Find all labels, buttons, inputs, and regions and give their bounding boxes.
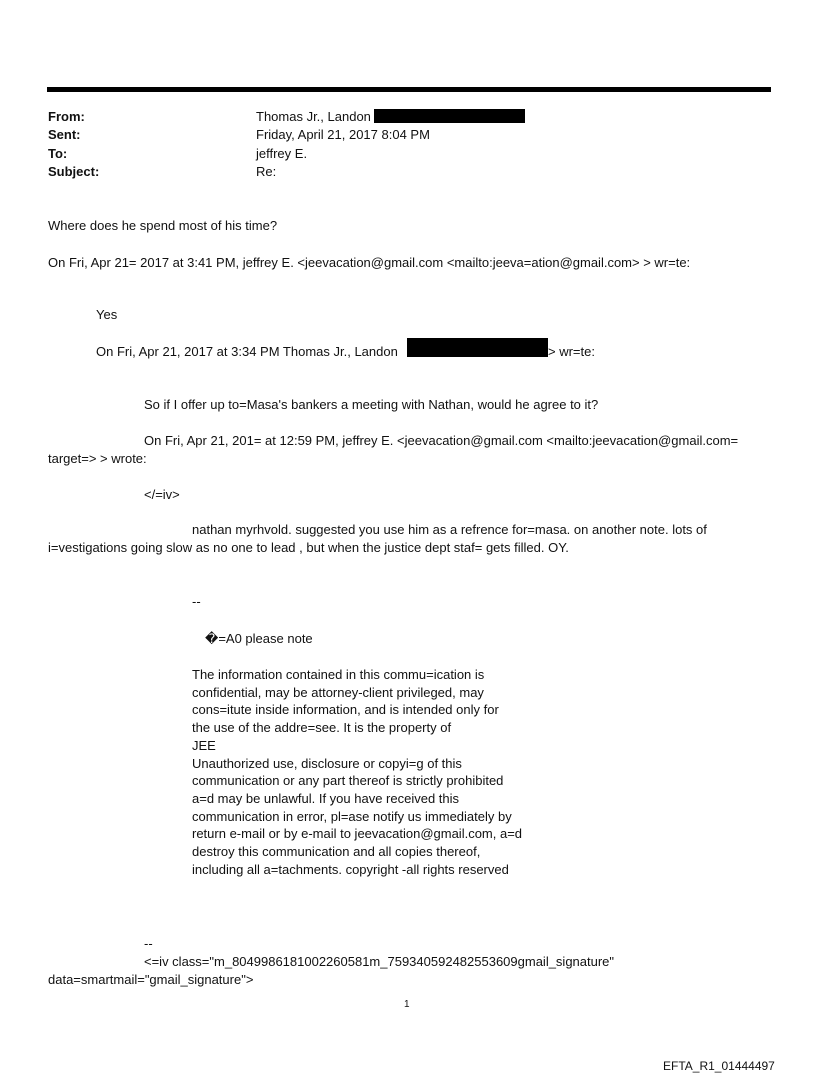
body-line-nathan-b: i=vestigations going slow as no one to lead , but when the justice dept staf= gets filled. OY. [48, 540, 569, 555]
to-label: To: [48, 146, 68, 161]
disclaimer-line: The information contained in this commu=ication is [192, 667, 485, 682]
disclaimer-block [192, 666, 522, 878]
body-line-quote-header-3a: On Fri, Apr 21, 201= at 12:59 PM, jeffrey E. <jeevacation@gmail.com <mailto:jeevacation@gmail.com= [144, 433, 739, 448]
body-line-yes: Yes [96, 307, 118, 322]
quote-header-2-prefix: On Fri, Apr 21, 2017 at 3:34 PM Thomas Jr., Landon [96, 344, 398, 359]
signature-dashes: -- [192, 594, 201, 609]
signature-dashes-2: -- [144, 936, 153, 951]
body-line-nathan-a: nathan myrhvold. suggested you use him as a refrence for=masa. on another note. lots of [192, 522, 707, 537]
body-line-quote-header-1: On Fri, Apr 21= 2017 at 3:41 PM, jeffrey E. <jeevacation@gmail.com <mailto:jeeva=ation@gmail.com> > wr=te: [48, 255, 691, 270]
to-value: jeffrey E. [256, 146, 308, 161]
disclaimer-line: return e-mail or by e-mail to jeevacation@gmail.com, a=d [192, 826, 523, 842]
subject-value: Re: [256, 164, 277, 179]
please-note-line: �=A0 please note [205, 631, 313, 646]
redaction-box-2 [407, 338, 548, 357]
body-line-offer: So if I offer up to=Masa's bankers a meeting with Nathan, would he agree to it? [144, 397, 599, 412]
sent-value: Friday, April 21, 2017 8:04 PM [256, 127, 430, 142]
from-label: From: [48, 109, 85, 124]
disclaimer-line: JEE [192, 737, 216, 753]
disclaimer-line: a=d may be unlawful. If you have received this [192, 790, 460, 806]
page-number: 1 [404, 999, 410, 1010]
disclaimer-line: communication or any part thereof is strictly prohibited [192, 773, 504, 789]
disclaimer-line: confidential, may be attorney-client privileged, may [192, 684, 484, 700]
disclaimer-line: cons=itute inside information, and is intended only for [192, 702, 499, 718]
signature-div-b: data=smartmail="gmail_signature"> [48, 972, 254, 987]
redaction-box [374, 109, 525, 123]
disclaimer-line: Unauthorized use, disclosure or copyi=g of this [192, 755, 462, 771]
sent-label: Sent: [48, 127, 81, 142]
body-line-question: Where does he spend most of his time? [48, 218, 278, 233]
disclaimer-line: communication in error, pl=ase notify us immediately by [192, 808, 512, 824]
body-line-div-close: </=iv> [144, 487, 180, 502]
subject-label: Subject: [48, 164, 100, 179]
document-id: EFTA_R1_01444497 [663, 1059, 775, 1073]
quote-header-2-suffix: > wr=te: [548, 344, 595, 359]
body-line-quote-header-2 [96, 343, 398, 360]
body-line-quote-header-3b: target=> > wrote: [48, 451, 147, 466]
disclaimer-line: the use of the addre=see. It is the property of [192, 720, 452, 736]
from-value: Thomas Jr., Landon [256, 109, 371, 124]
disclaimer-line: including all a=tachments. copyright -all rights reserved [192, 861, 509, 877]
signature-div-a: <=iv class="m_8049986181002260581m_759340592482553609gmail_signature" [144, 954, 615, 969]
disclaimer-line: destroy this communication and all copies thereof, [192, 844, 481, 860]
top-rule [47, 87, 771, 92]
